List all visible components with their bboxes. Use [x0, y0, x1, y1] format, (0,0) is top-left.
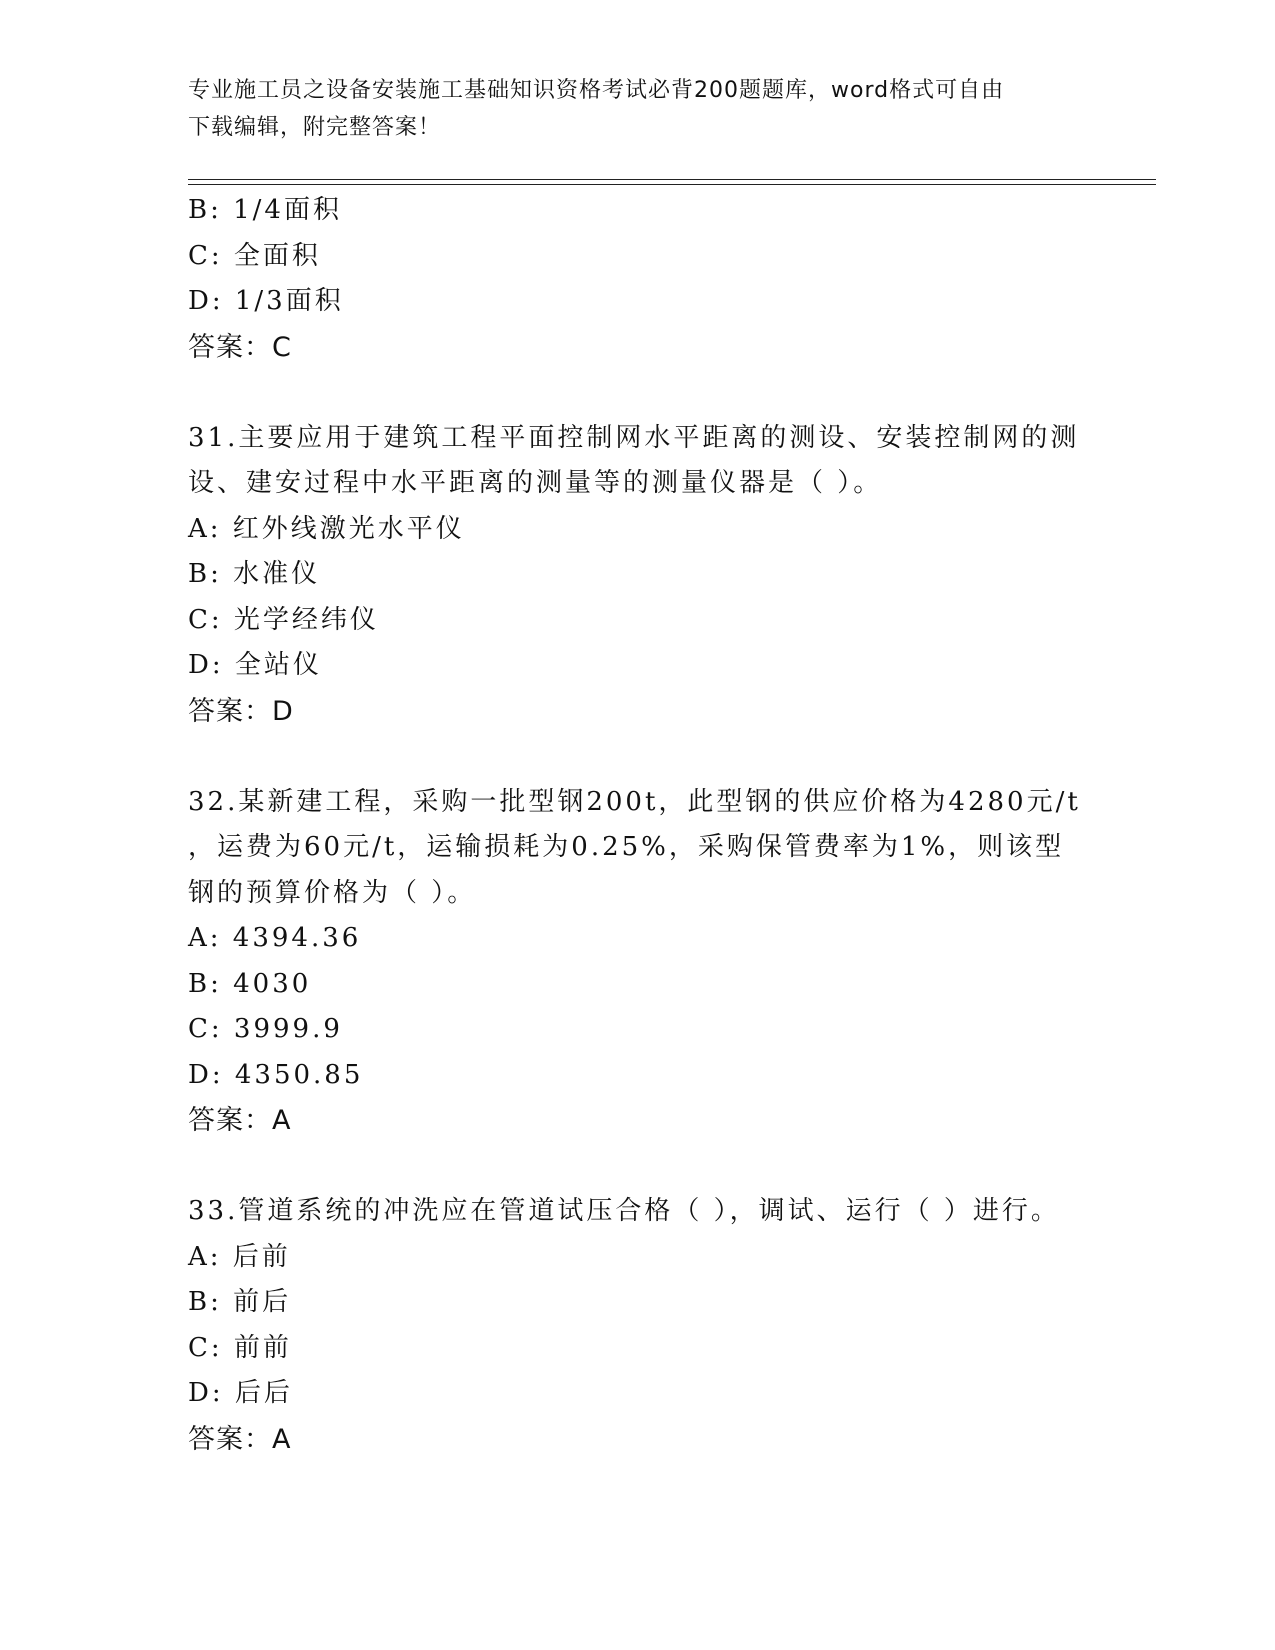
header-divider-bottom	[188, 184, 1156, 185]
question-text-line-1: 32.某新建工程，采购一批型钢200t，此型钢的供应价格为4280元/t	[188, 786, 1081, 817]
document-header	[188, 72, 1088, 146]
option-c: C: 光学经纬仪	[188, 604, 379, 635]
answer: 答案：C	[188, 331, 292, 363]
header-line-2: 下载编辑，附完整答案！	[188, 115, 442, 140]
option-a: A: 红外线激光水平仪	[188, 513, 465, 544]
answer: 答案：D	[188, 695, 294, 727]
option-c: C: 3999.9	[188, 1014, 343, 1044]
option-a: A: 4394.36	[188, 923, 362, 953]
question-text-line-2: ，运费为60元/t，运输损耗为0.25%，采购保管费率为1%，则该型	[188, 832, 1065, 862]
answer: 答案：A	[188, 1423, 292, 1455]
option-c: C: 全面积	[188, 240, 321, 271]
option-a: A: 后前	[188, 1241, 291, 1272]
question-32	[188, 780, 1088, 1145]
header-line-1: 专业施工员之设备安装施工基础知识资格考试必背200题题库，word格式可自由	[188, 78, 1005, 103]
option-b: B: 4030	[188, 968, 312, 999]
option-d: D: 4350.85	[188, 1059, 364, 1090]
question-31	[188, 416, 1088, 735]
question-text-line-2: 设、建安过程中水平距离的测量等的测量仪器是（ ）。	[188, 468, 883, 498]
question-list	[188, 188, 1088, 1508]
option-b: B: 前后	[188, 1287, 292, 1317]
question-33	[188, 1189, 1088, 1463]
option-d: D: 1/3面积	[188, 286, 344, 316]
answer: 答案：A	[188, 1105, 292, 1136]
question-text-line-1: 33.管道系统的冲洗应在管道试压合格（ ），调试、运行（ ）进行。	[188, 1196, 1060, 1226]
question-text-line-3: 钢的预算价格为（ ）。	[188, 877, 477, 908]
option-c: C: 前前	[188, 1332, 292, 1363]
question-30-continuation	[188, 188, 1088, 371]
option-d: D: 后后	[188, 1378, 293, 1408]
header-divider-top	[188, 179, 1156, 180]
option-d: D: 全站仪	[188, 650, 322, 680]
option-b: B: 1/4面积	[188, 195, 342, 225]
option-b: B: 水准仪	[188, 559, 321, 589]
question-text-line-1: 31.主要应用于建筑工程平面控制网水平距离的测设、安装控制网的测	[188, 422, 1080, 453]
